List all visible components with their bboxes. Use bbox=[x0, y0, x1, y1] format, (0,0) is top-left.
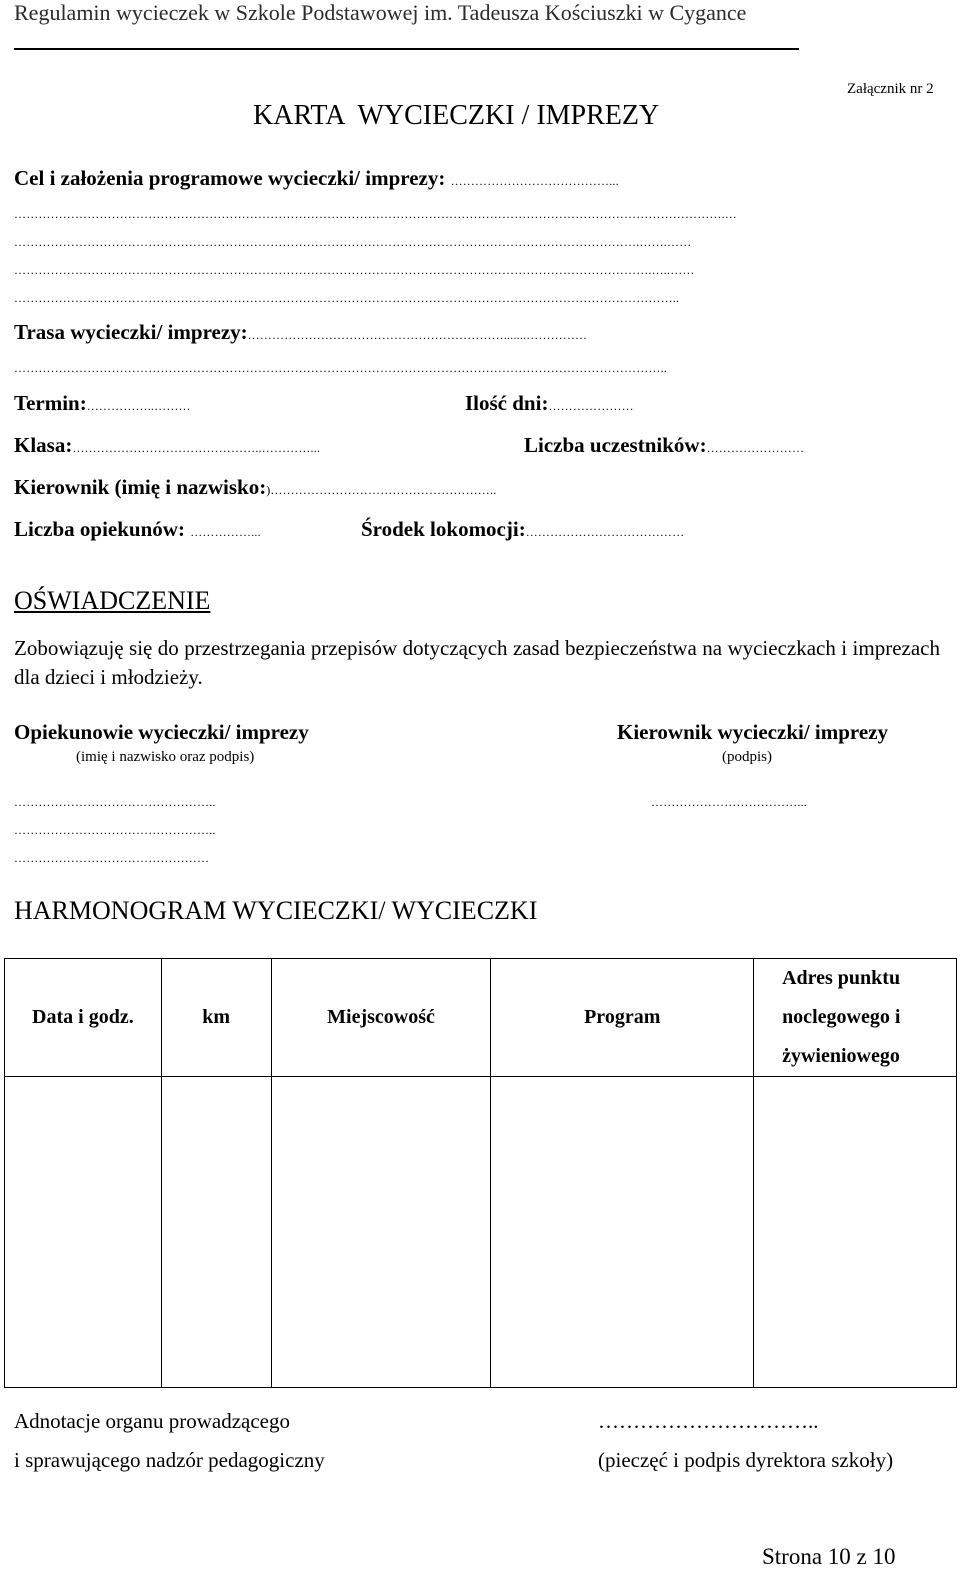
guardians-count-field bbox=[14, 517, 261, 542]
cell-program[interactable] bbox=[491, 1077, 754, 1388]
transport-field bbox=[361, 517, 684, 542]
col-address-line-3: żywieniowego bbox=[782, 1045, 900, 1067]
header-rule bbox=[14, 48, 799, 50]
attachment-label: Załącznik nr 2 bbox=[847, 81, 934, 97]
schedule-title: HARMONOGRAM WYCIECZKI/ WYCIECZKI bbox=[14, 896, 538, 925]
col-address bbox=[754, 959, 957, 1077]
cell-date-time[interactable] bbox=[5, 1077, 162, 1388]
class-dots: ………………………………………..…………... bbox=[72, 441, 321, 455]
participants-label: Liczba uczestników: bbox=[524, 433, 707, 457]
schedule-body-row bbox=[5, 1077, 957, 1388]
term-label: Termin: bbox=[14, 391, 87, 415]
col-km: km bbox=[161, 959, 271, 1077]
leader-field bbox=[14, 475, 496, 500]
route-dots: ……………………………………………………….......…………… bbox=[247, 328, 588, 342]
term-dots: ……………..……… bbox=[86, 399, 191, 413]
guardians-heading: Opiekunowie wycieczki/ imprezy bbox=[14, 720, 309, 744]
dot-line-1: ………………………………………………………………………………………………………………………………………………………….… bbox=[14, 207, 737, 221]
running-header-title: Regulamin wycieczek w Szkole Podstawowej im. Tadeusza Kościuszki w Cygance bbox=[14, 0, 747, 25]
goals-field bbox=[14, 166, 619, 191]
col-program: Program bbox=[491, 959, 754, 1077]
page-number: Strona 10 z 10 bbox=[762, 1544, 896, 1569]
guardian-signature-line-3: ………………………………………… bbox=[14, 851, 210, 865]
goals-dots: …………………………………... bbox=[450, 174, 619, 188]
col-address-line-2: noclegowego i bbox=[782, 1006, 901, 1028]
transport-dots: ………………………………… bbox=[525, 525, 685, 539]
guardians-subcaption: (imię i nazwisko oraz podpis) bbox=[76, 749, 255, 765]
dot-line-4: ……………………………………………………………………………………………………………………………………………….. bbox=[14, 291, 680, 305]
term-field bbox=[14, 391, 191, 416]
director-signature-dots: ………………………….. bbox=[598, 1409, 819, 1433]
director-signature-caption: (pieczęć i podpis dyrektora szkoły) bbox=[598, 1448, 894, 1472]
schedule-header-row bbox=[5, 959, 957, 1077]
col-place: Miejscowość bbox=[271, 959, 491, 1077]
leader-signature-line: ………………………………... bbox=[651, 795, 807, 809]
participants-field bbox=[524, 433, 804, 458]
route-dots-line-2: …………………………………………………………………………………………………………………………………………….. bbox=[14, 361, 667, 375]
guardian-signature-line-1: ………………………………………….. bbox=[14, 795, 216, 809]
class-label: Klasa: bbox=[14, 433, 73, 457]
days-label: Ilość dni: bbox=[465, 391, 549, 415]
guardians-count-label: Liczba opiekunów: bbox=[14, 517, 185, 541]
declaration-text: Zobowiązuję się do przestrzegania przepisów dotyczących zasad bezpieczeństwa na wycieczkach i imprezach dla dzieci i młodzieży. bbox=[14, 636, 940, 689]
goals-label: Cel i założenia programowe wycieczki/ imprezy: bbox=[14, 166, 446, 190]
dot-line-2: ……………………………………………………………………………………………………………………………………….…….…… bbox=[14, 235, 692, 249]
cell-place[interactable] bbox=[271, 1077, 491, 1388]
transport-label: Środek lokomocji: bbox=[361, 517, 526, 541]
col-address-line-1: Adres punktu bbox=[782, 967, 901, 989]
route-label: Trasa wycieczki/ imprezy: bbox=[14, 320, 248, 344]
schedule-table bbox=[4, 958, 957, 1388]
guardians-count-dots: ……………... bbox=[190, 525, 261, 539]
cell-address[interactable] bbox=[754, 1077, 957, 1388]
declaration-title: OŚWIADCZENIE bbox=[14, 586, 211, 615]
participants-dots: …………………… bbox=[706, 441, 805, 455]
class-field bbox=[14, 433, 320, 458]
card-title: KARTA WYCIECZKI / IMPREZY bbox=[253, 100, 660, 131]
col-date-time: Data i godz. bbox=[5, 959, 162, 1077]
leader-label: Kierownik (imię i nazwisko: bbox=[14, 475, 267, 499]
days-dots: ………………… bbox=[548, 399, 634, 413]
annotation-line-2: i sprawującego nadzór pedagogiczny bbox=[14, 1448, 325, 1472]
leader-heading: Kierownik wycieczki/ imprezy bbox=[617, 720, 889, 744]
dot-line-3: ………………………………………………………………………………………………………………………………………….…..…… bbox=[14, 263, 695, 277]
route-field bbox=[14, 320, 940, 345]
cell-km[interactable] bbox=[161, 1077, 271, 1388]
days-field bbox=[465, 391, 634, 416]
annotation-line-1: Adnotacje organu prowadzącego bbox=[14, 1409, 290, 1433]
leader-subcaption: (podpis) bbox=[722, 749, 772, 765]
guardian-signature-line-2: ………………………………………….. bbox=[14, 823, 216, 837]
leader-dots: )……………………………………………….. bbox=[266, 483, 497, 497]
